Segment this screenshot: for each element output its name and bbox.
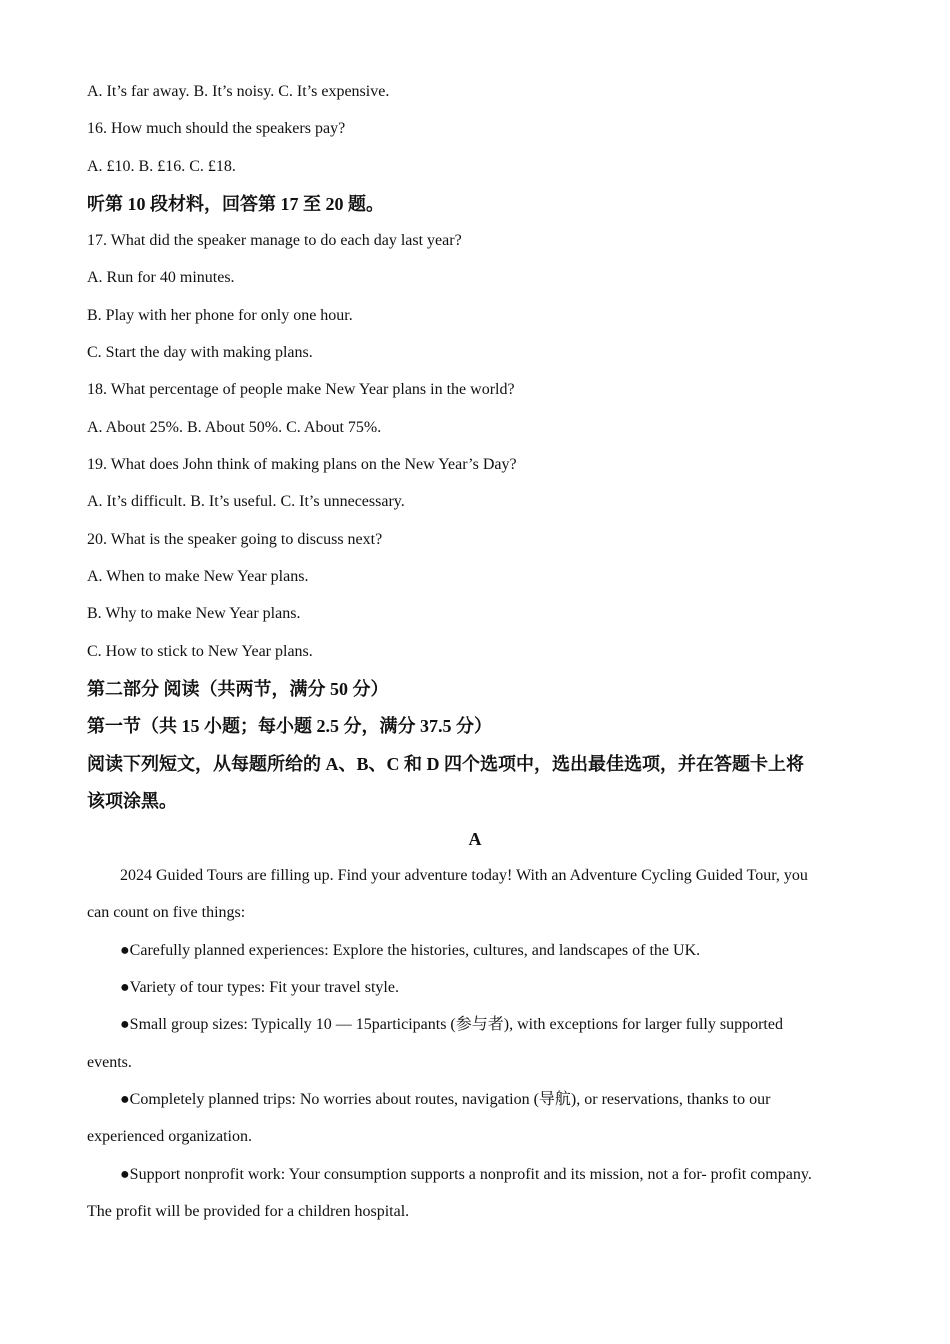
q17-option-a: A. Run for 40 minutes. (87, 269, 235, 286)
q15-options: A. It’s far away. B. It’s noisy. C. It’s expensive. (87, 83, 390, 100)
bullet-planned-trips-line-2: experienced organization. (87, 1128, 252, 1145)
q19-options: A. It’s difficult. B. It’s useful. C. It’s unnecessary. (87, 493, 405, 510)
q20-option-a: A. When to make New Year plans. (87, 568, 309, 585)
passage-paragraph-1-line-1: 2024 Guided Tours are filling up. Find your adventure today! With an Adventure Cycling Guided Tour, you (120, 867, 808, 884)
q20-option-c: C. How to stick to New Year plans. (87, 643, 313, 660)
bullet-tour-types: ●Variety of tour types: Fit your travel style. (120, 979, 399, 996)
reading-instruction-line-1: 阅读下列短文，从每题所给的 A、B、C 和 D 四个选项中，选出最佳选项，并在答题卡上将 (87, 754, 804, 774)
bullet-group-sizes-line-2: events. (87, 1054, 132, 1071)
section-instruction-10: 听第 10 段材料，回答第 17 至 20 题。 (87, 194, 384, 214)
q17-question: 17. What did the speaker manage to do each day last year? (87, 232, 462, 249)
bullet-planned-experiences: ●Carefully planned experiences: Explore the histories, cultures, and landscapes of the UK. (120, 942, 701, 959)
q19-question: 19. What does John think of making plans on the New Year’s Day? (87, 456, 517, 473)
bullet-planned-trips-line-1: ●Completely planned trips: No worries about routes, navigation (导航), or reservations, thanks to our (120, 1091, 771, 1108)
q17-option-b: B. Play with her phone for only one hour. (87, 307, 353, 324)
bullet-group-sizes-line-1: ●Small group sizes: Typically 10 — 15participants (参与者), with exceptions for larger fully supported (120, 1016, 783, 1033)
reading-instruction-line-2: 该项涂黑。 (87, 791, 177, 811)
q16-question: 16. How much should the speakers pay? (87, 120, 346, 137)
q16-options: A. £10. B. £16. C. £18. (87, 158, 236, 175)
bullet-nonprofit-line-1: ●Support nonprofit work: Your consumption supports a nonprofit and its mission, not a for- profit company. (120, 1166, 812, 1183)
bullet-nonprofit-line-2: The profit will be provided for a children hospital. (87, 1203, 410, 1220)
q20-question: 20. What is the speaker going to discuss next? (87, 531, 383, 548)
q18-question: 18. What percentage of people make New Year plans in the world? (87, 381, 515, 398)
passage-paragraph-1-line-2: can count on five things: (87, 904, 246, 921)
q20-option-b: B. Why to make New Year plans. (87, 605, 301, 622)
q18-options: A. About 25%. B. About 50%. C. About 75%. (87, 419, 382, 436)
passage-title: A (468, 829, 482, 849)
part-two-heading: 第二部分 阅读（共两节，满分 50 分） (87, 679, 389, 699)
q17-option-c: C. Start the day with making plans. (87, 344, 313, 361)
section-one-heading: 第一节（共 15 小题；每小题 2.5 分，满分 37.5 分） (87, 716, 492, 736)
